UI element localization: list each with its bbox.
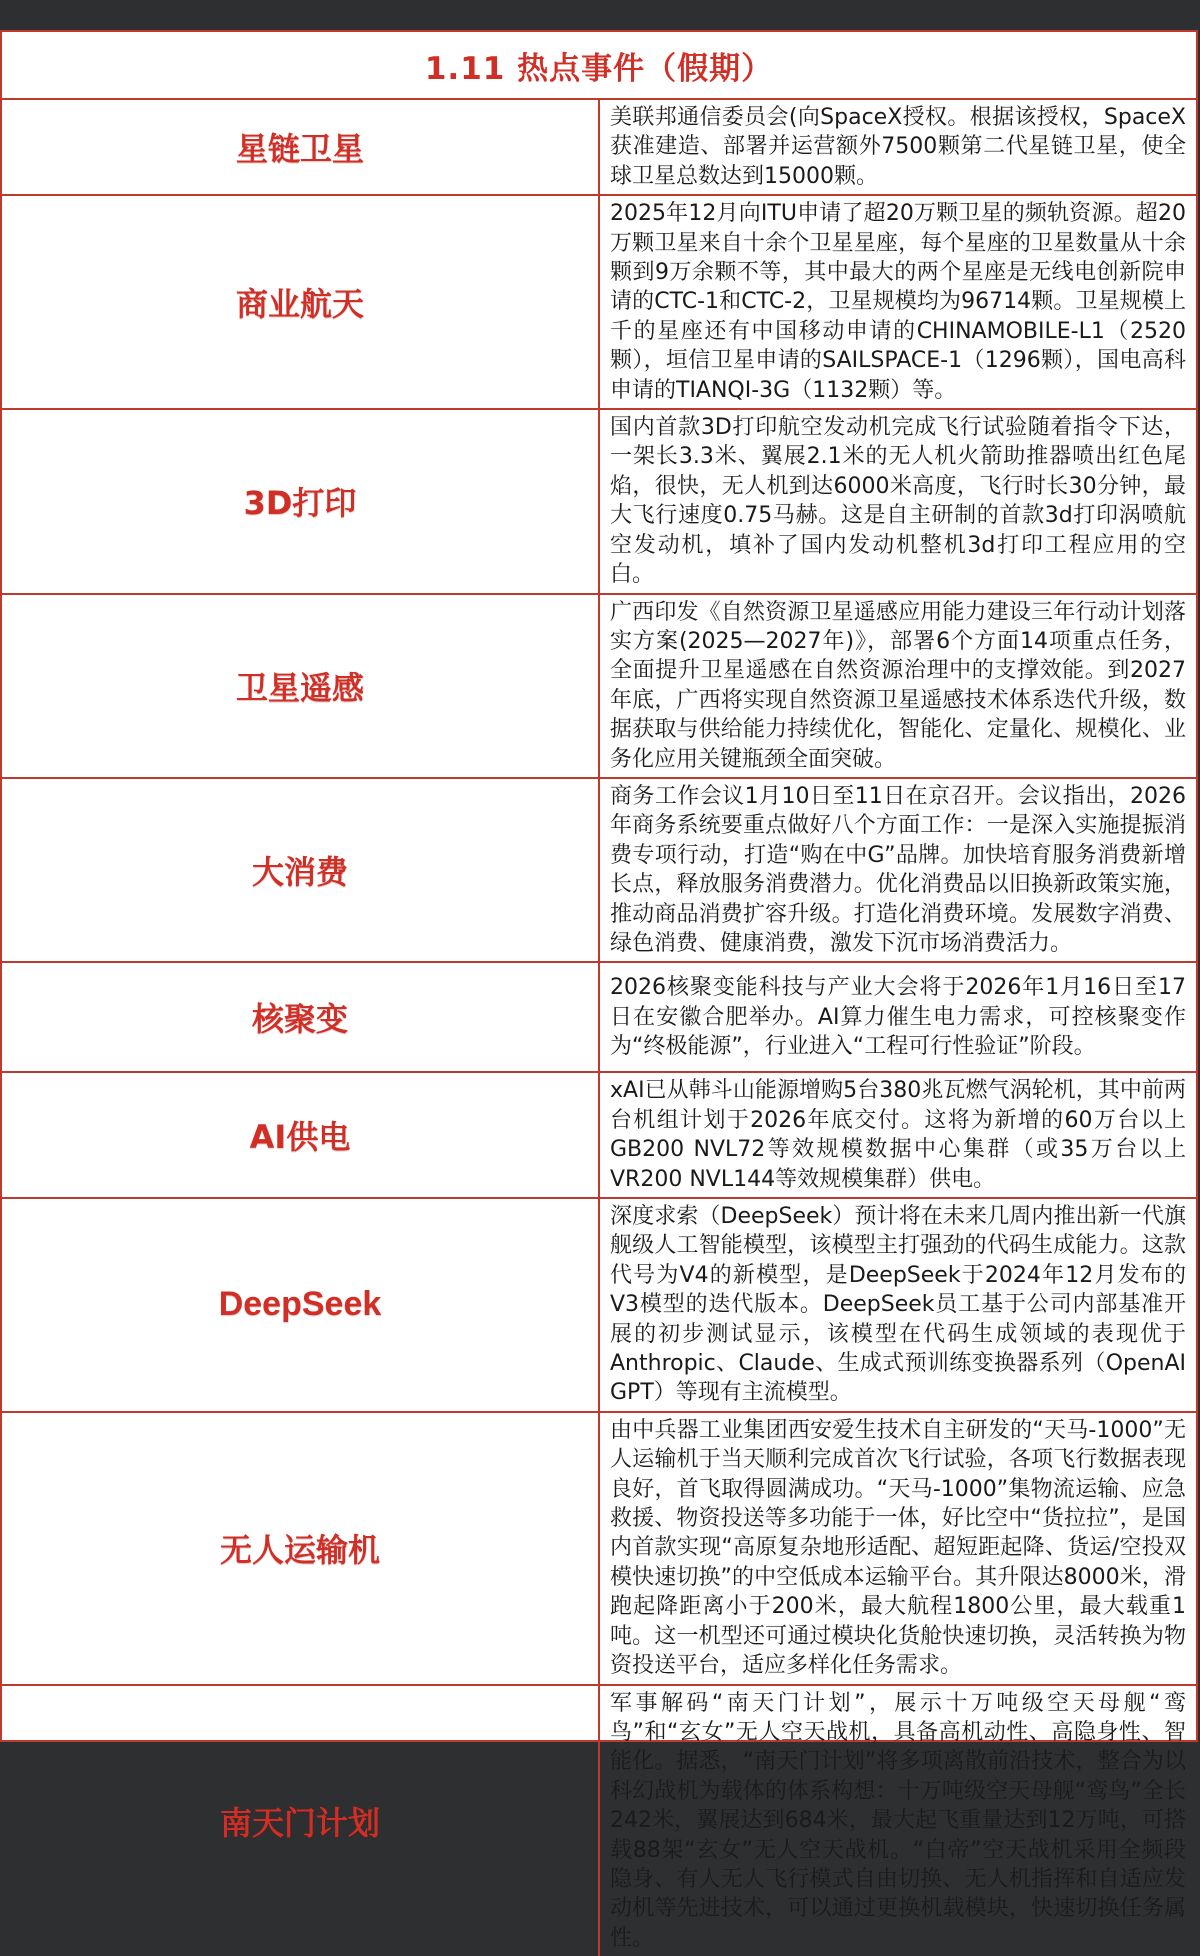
hot-events-table-sheet (0, 30, 1198, 1742)
event-description: 2025年12月向ITU申请了超20万颗卫星的频轨资源。超20万颗卫星来自十余个卫星星座，每个星座的卫星数量从十余颗到9万余颗不等，其中最大的两个星座是无线电创新院申请的CTC-1和CTC-2，卫星规模均为96714颗。卫星规模上千的星座还有中国移动申请的CHINAMOBILE-L1（2520颗），垣信卫星申请的SAILSPACE-1（1296颗），国电高科申请的TIANQI-3G（1132颗）等。 (599, 195, 1196, 409)
table-row (2, 99, 1196, 195)
category-label: 星链卫星 (2, 99, 599, 195)
page-title: 1.11 热点事件（假期） (2, 32, 1196, 99)
title-row (2, 32, 1196, 99)
event-description: 2026核聚变能科技与产业大会将于2026年1月16日至17日在安徽合肥举办。AI算力催生电力需求，可控核聚变作为“终极能源”，行业进入“工程可行性验证”阶段。 (599, 962, 1196, 1072)
event-description: 商务工作会议1月10日至11日在京召开。会议指出，2026年商务系统要重点做好八个方面工作：一是深入实施提振消费专项行动，打造“购在中G”品牌。加快培育服务消费新增长点，释放服务消费潜力。优化消费品以旧换新政策实施，推动商品消费扩容升级。打造化消费环境。发展数字消费、绿色消费、健康消费，激发下沉市场消费活力。 (599, 778, 1196, 962)
category-label: 3D打印 (2, 409, 599, 593)
category-label: 南天门计划 (2, 1685, 599, 1956)
category-label: AI供电 (2, 1072, 599, 1198)
table-row (2, 1198, 1196, 1412)
category-label: 无人运输机 (2, 1412, 599, 1685)
event-description: 国内首款3D打印航空发动机完成飞行试验随着指令下达，一架长3.3米、翼展2.1米的无人机火箭助推器喷出红色尾焰，很快，无人机到达6000米高度，飞行时长30分钟，最大飞行速度0.75马赫。这是自主研制的首款3d打印涡喷航空发动机，填补了国内发动机整机3d打印工程应用的空白。 (599, 409, 1196, 593)
event-description: 广西印发《自然资源卫星遥感应用能力建设三年行动计划落实方案(2025—2027年)》，部署6个方面14项重点任务，全面提升卫星遥感在自然资源治理中的支撑效能。到2027年底，广西将实现自然资源卫星遥感技术体系迭代升级，数据获取与供给能力持续优化，智能化、定量化、规模化、业务化应用关键瓶颈全面突破。 (599, 594, 1196, 778)
hot-events-table (2, 32, 1196, 1956)
event-description: 由中兵器工业集团西安爱生技术自主研发的“天马-1000”无人运输机于当天顺利完成首次飞行试验，各项飞行数据表现良好，首飞取得圆满成功。“天马-1000”集物流运输、应急救援、物资投送等多功能于一体，好比空中“货拉拉”，是国内首款实现“高原复杂地形适配、超短距起降、货运/空投双模快速切换”的中空低成本运输平台。其升限达8000米，滑跑起降距离小于200米，最大航程1800公里，最大载重1吨。这一机型还可通过模块化货舱快速切换，灵活转换为物资投送平台，适应多样化任务需求。 (599, 1412, 1196, 1685)
table-row (2, 1685, 1196, 1956)
table-row (2, 409, 1196, 593)
event-description: 深度求索（DeepSeek）预计将在未来几周内推出新一代旗舰级人工智能模型，该模型主打强劲的代码生成能力。这款代号为V4的新模型，是DeepSeek于2024年12月发布的V3模型的迭代版本。DeepSeek员工基于公司内部基准开展的初步测试显示，该模型在代码生成领域的表现优于Anthropic、Claude、生成式预训练变换器系列（OpenAI GPT）等现有主流模型。 (599, 1198, 1196, 1412)
category-label: 卫星遥感 (2, 594, 599, 778)
category-label: 大消费 (2, 778, 599, 962)
table-row (2, 1412, 1196, 1685)
event-description: xAI已从韩斗山能源增购5台380兆瓦燃气涡轮机，其中前两台机组计划于2026年底交付。这将为新增的60万台以上GB200 NVL72等效规模数据中心集群（或35万台以上VR200 NVL144等效规模集群）供电。 (599, 1072, 1196, 1198)
table-row (2, 778, 1196, 962)
table-row (2, 594, 1196, 778)
table-row (2, 1072, 1196, 1198)
event-description: 军事解码“南天门计划”，展示十万吨级空天母舰“鸾鸟”和“玄女”无人空天战机，具备高机动性、高隐身性、智能化。据悉，“南天门计划”将多项离散前沿技术，整合为以科幻战机为载体的体系构想：十万吨级空天母舰“鸾鸟”全长242米，翼展达到684米，最大起飞重量达到12万吨，可搭载88架“玄女”无人空天战机。“白帝”空天战机采用全频段隐身、有人无人飞行模式自由切换、无人机指挥和自适应发动机等先进技术，可以通过更换机载模块，快速切换任务属性。 (599, 1685, 1196, 1956)
table-row (2, 195, 1196, 409)
category-label: DeepSeek (2, 1198, 599, 1412)
table-row (2, 962, 1196, 1072)
event-description: 美联邦通信委员会(向SpaceX授权。根据该授权，SpaceX获准建造、部署并运营额外7500颗第二代星链卫星，使全球卫星总数达到15000颗。 (599, 99, 1196, 195)
category-label: 商业航天 (2, 195, 599, 409)
category-label: 核聚变 (2, 962, 599, 1072)
